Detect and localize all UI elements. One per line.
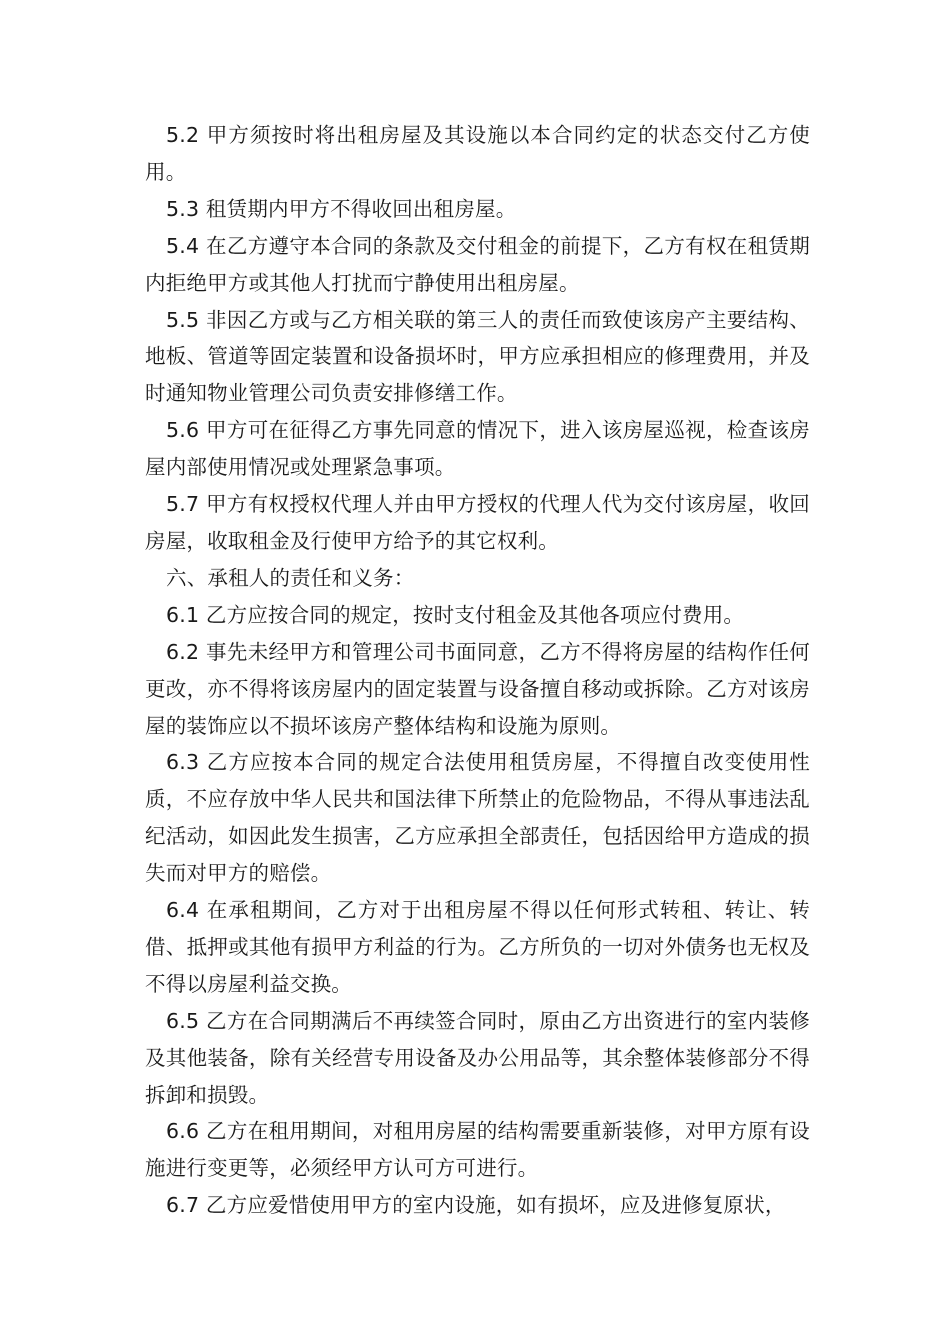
clause-6-6: 6.6 乙方在租用期间，对租用房屋的结构需要重新装修，对甲方原有设施进行变更等，必须经甲方认可方可进行。	[145, 1119, 810, 1181]
clause-6-1: 6.1 乙方应按合同的规定，按时支付租金及其他各项应付费用。	[166, 602, 745, 627]
clause-5-2: 5.2 甲方须按时将出租房屋及其设施以本合同约定的状态交付乙方使用。	[145, 123, 810, 184]
clause-5-3: 5.3 租赁期内甲方不得收回出租房屋。	[166, 196, 517, 221]
clause-6-5: 6.5 乙方在合同期满后不再续签合同时，原由乙方出资进行的室内装修及其他装备，除有关经营专用设备及办公用品等，其余整体装修部分不得拆卸和损毁。	[145, 1008, 810, 1107]
clause-6-2: 6.2 事先未经甲方和管理公司书面同意，乙方不得将房屋的结构作任何更改，亦不得将该房屋内的固定装置与设备擅自移动或拆除。乙方对该房屋的装饰应以不损坏该房产整体结构和设施为原则。	[145, 639, 810, 738]
clause-5-5: 5.5 非因乙方或与乙方相关联的第三人的责任而致使该房产主要结构、地板、管道等固定装置和设备损坏时，甲方应承担相应的修理费用，并及时通知物业管理公司负责安排修缮工作。	[145, 307, 810, 406]
clause-5-4: 5.4 在乙方遵守本合同的条款及交付租金的前提下，乙方有权在租赁期内拒绝甲方或其他人打扰而宁静使用出租房屋。	[145, 233, 810, 295]
clause-6-3: 6.3 乙方应按本合同的规定合法使用租赁房屋，不得擅自改变使用性质，不应存放中华人民共和国法律下所禁止的危险物品，不得从事违法乱纪活动，如因此发生损害，乙方应承担全部责任，包括因给甲方造成的损失而对甲方的赔偿。	[145, 750, 810, 886]
section-heading-6: 六、承租人的责任和义务：	[166, 565, 415, 590]
clause-6-7: 6.7 乙方应爱惜使用甲方的室内设施，如有损坏，应及进修复原状，	[166, 1193, 786, 1218]
clause-5-6: 5.6 甲方可在征得乙方事先同意的情况下，进入该房屋巡视，检查该房屋内部使用情况或处理紧急事项。	[145, 418, 810, 480]
clause-5-7: 5.7 甲方有权授权代理人并由甲方授权的代理人代为交付该房屋，收回房屋，收取租金及行使甲方给予的其它权利。	[145, 492, 810, 553]
clause-6-4: 6.4 在承租期间，乙方对于出租房屋不得以任何形式转租、转让、转借、抵押或其他有损甲方利益的行为。乙方所负的一切对外债务也无权及不得以房屋利益交换。	[145, 898, 810, 996]
document-body	[145, 117, 810, 1224]
